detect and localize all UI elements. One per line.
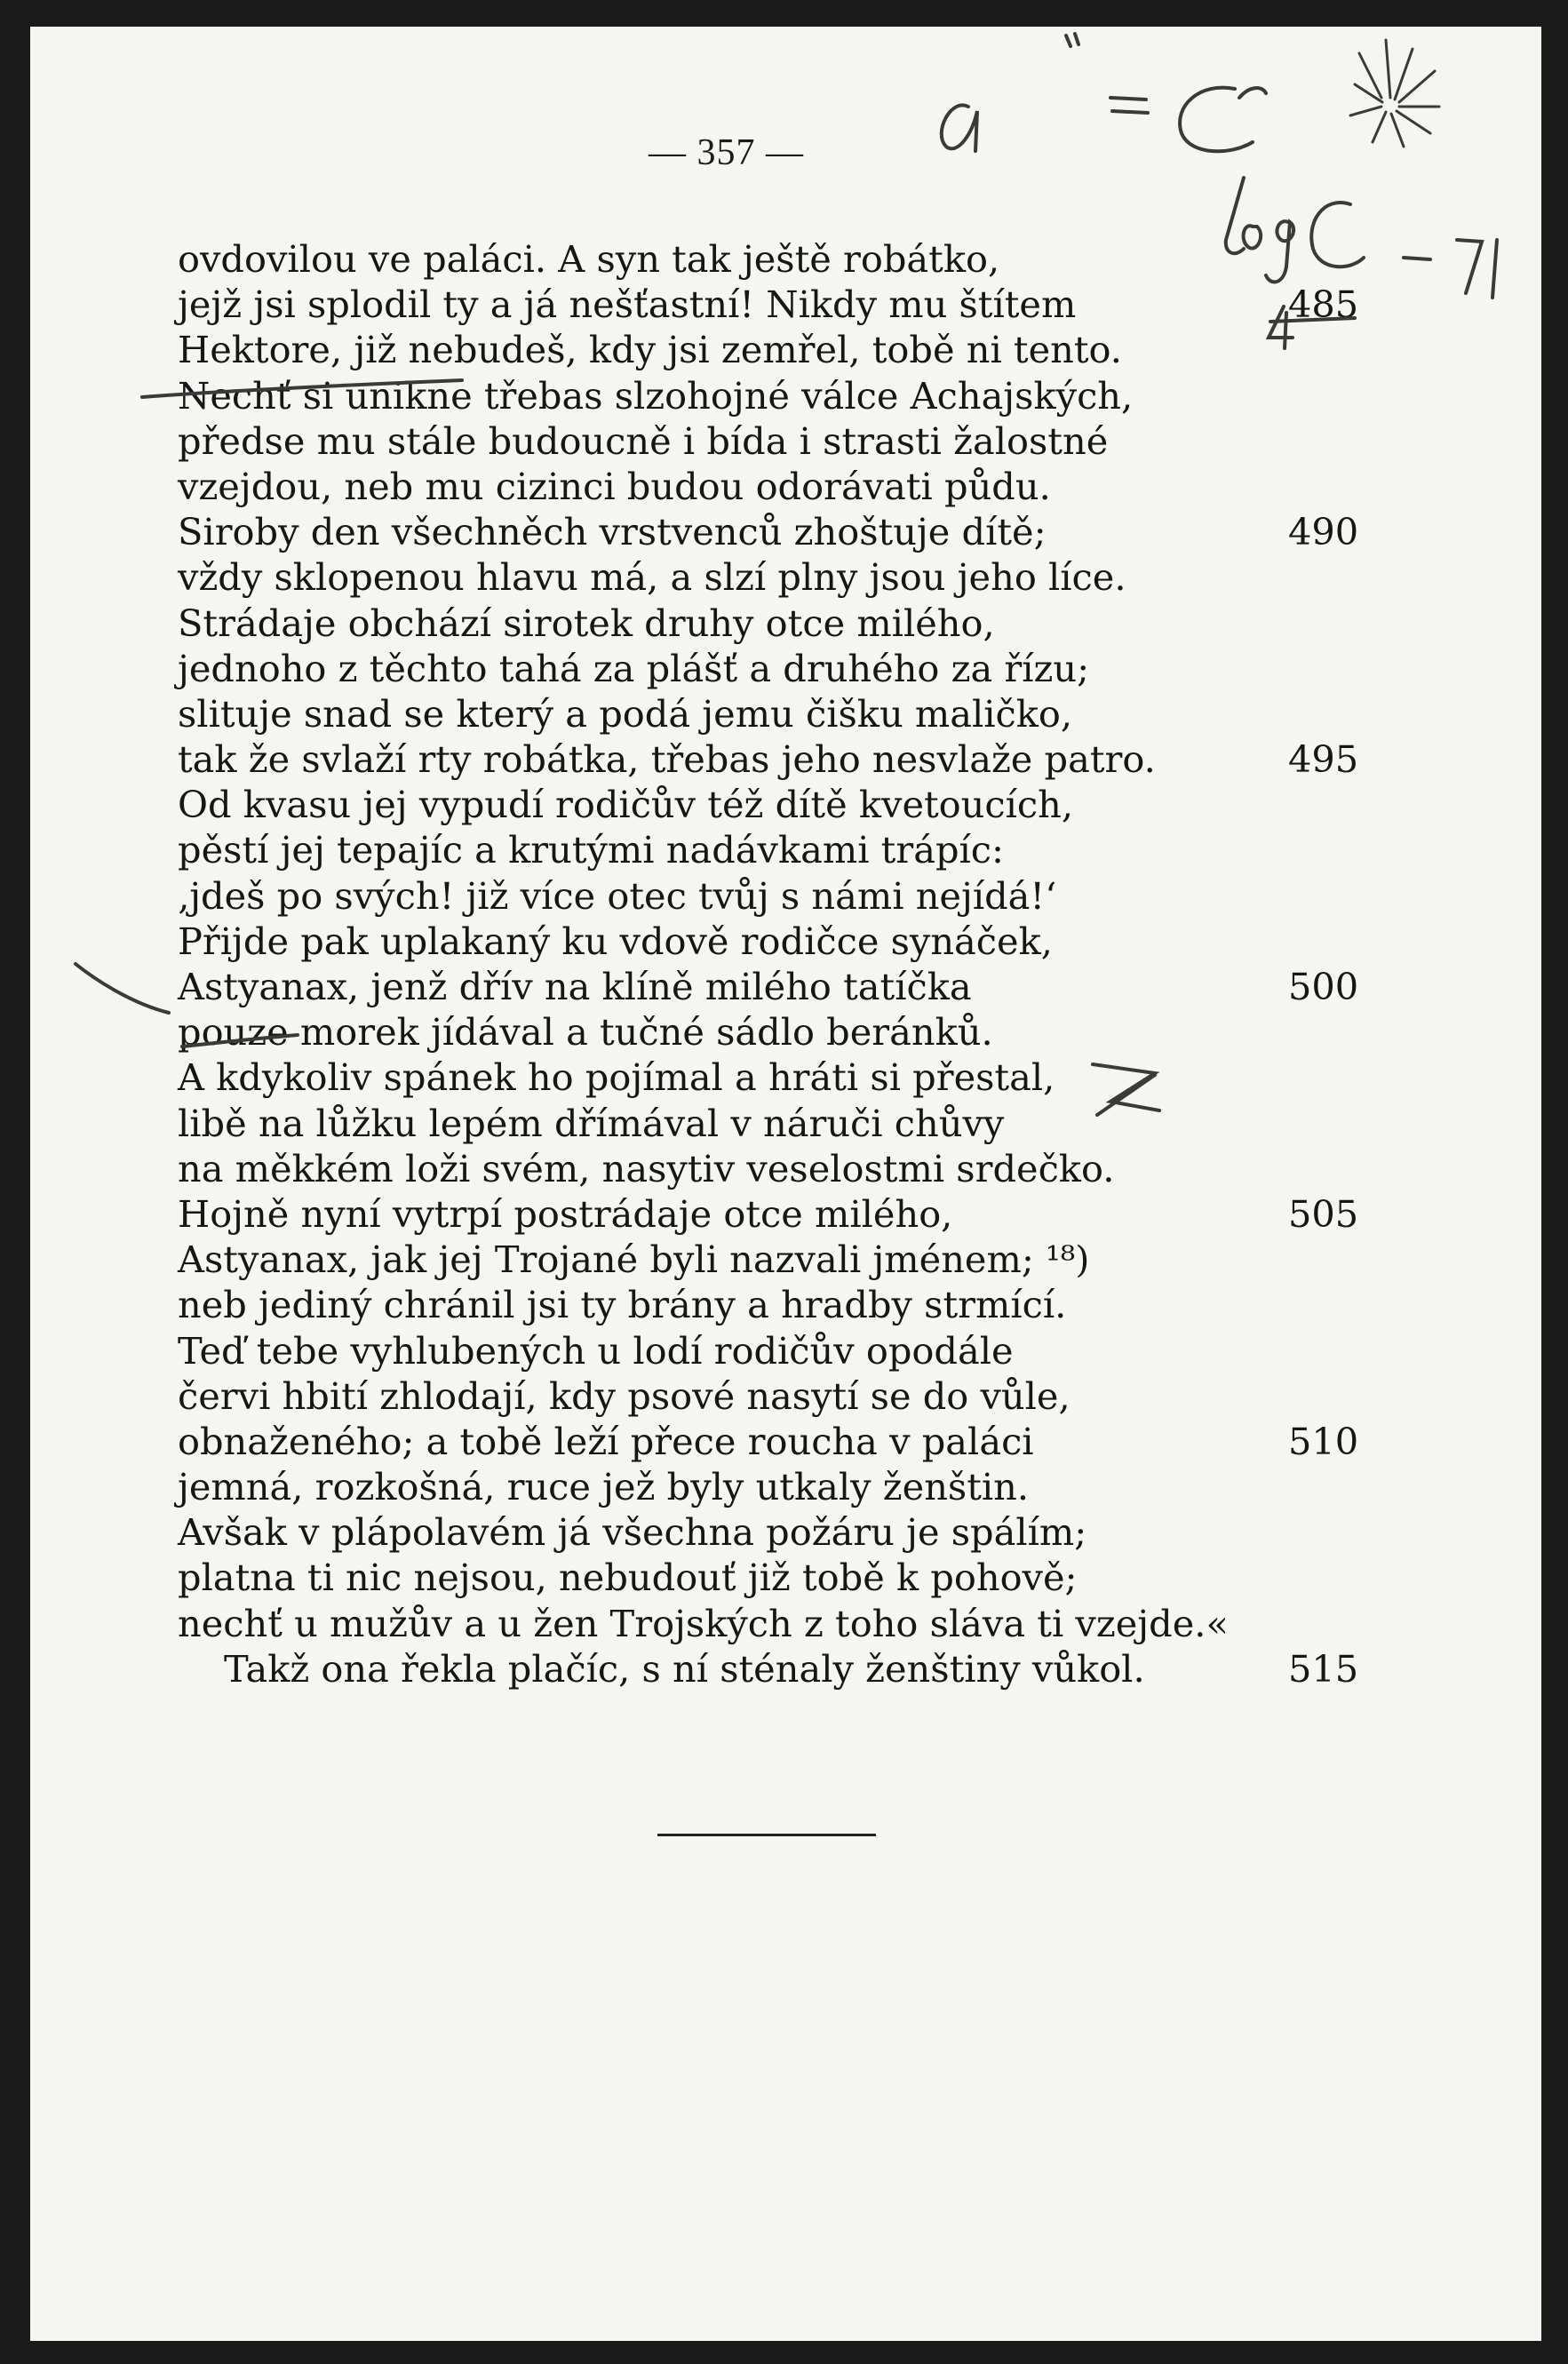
verse-line-number: 510 <box>1288 1419 1359 1463</box>
verse-line-text: na měkkém loži svém, nasytiv veselostmi srdečko. <box>178 1146 1115 1190</box>
verse-line <box>178 1191 1413 1237</box>
verse-line-text: Avšak v plápolavém já všechna požáru je spálím; <box>178 1510 1087 1555</box>
verse-line <box>178 373 1413 418</box>
verse-line-text: platna ti nic nejsou, nebudouť již tobě k pohově; <box>178 1556 1078 1600</box>
verse-line-number: 495 <box>1288 737 1359 782</box>
verse-line-text: vždy sklopenou hlavu má, a slzí plny jsou jeho líce. <box>178 555 1126 600</box>
verse-line <box>178 827 1413 872</box>
verse-line-text: Hektore, již nebudeš, kdy jsi zemřel, tobě ni tento. <box>178 328 1122 372</box>
verse-line-number: 515 <box>1288 1646 1359 1691</box>
verse-line <box>178 1646 1413 1691</box>
verse-line-text: A kdykoliv spánek ho pojímal a hráti si přestal, <box>178 1055 1055 1100</box>
verse-line-text: Teď tebe vyhlubených u lodí rodičův opodále <box>178 1328 1014 1373</box>
verse-line <box>178 509 1413 554</box>
verse-line-text: Nechť si unikne třebas slzohojné válce Achajských, <box>178 373 1134 418</box>
verse-line-text: předse mu stále budoucně i bída i strasti žalostné <box>178 418 1109 463</box>
verse-line-text: ‚jdeš po svých! již více otec tvůj s námi nejídá!‘ <box>178 873 1057 918</box>
verse-line <box>178 691 1413 736</box>
verse-line-text: jednoho z těchto tahá za plášť a druhého za řízu; <box>178 646 1090 690</box>
verse-line <box>178 464 1413 509</box>
verse-line-text: pěstí jej tepajíc a krutými nadávkami trápíc: <box>178 828 1005 872</box>
page-number: — 357 — <box>649 132 804 173</box>
verse-line <box>178 1328 1413 1373</box>
verse-line <box>178 1555 1413 1600</box>
verse-line-number: 490 <box>1288 510 1359 554</box>
verse-line <box>178 1146 1413 1191</box>
verse-line <box>178 327 1413 372</box>
verse-line <box>178 1509 1413 1555</box>
verse-line-text: Strádaje obchází sirotek druhy otce milého, <box>178 601 995 645</box>
verse-line <box>178 1055 1413 1100</box>
verse-line-text: Takž ona řekla plačíc, s ní sténaly ženštiny vůkol. <box>224 1646 1145 1691</box>
verse-line <box>178 1601 1413 1646</box>
verse-line-text: nechť u mužův a u žen Trojských z toho sláva ti vzejde.« <box>178 1601 1229 1645</box>
verse-line <box>178 554 1413 600</box>
verse-line <box>178 236 1413 282</box>
verse-line-text: pouze morek jídával a tučné sádlo beránků. <box>178 1010 993 1055</box>
verse-line <box>178 964 1413 1009</box>
verse-line-text: neb jediný chránil jsi ty brány a hradby strmící. <box>178 1283 1067 1327</box>
verse-line <box>178 1419 1413 1464</box>
end-rule <box>657 1834 876 1836</box>
verse-line <box>178 418 1413 464</box>
verse-line <box>178 1237 1413 1282</box>
scan-border-bottom <box>0 2341 1568 2364</box>
verse-line <box>178 919 1413 964</box>
verse-line <box>178 782 1413 827</box>
scan-border-right <box>1541 0 1568 2364</box>
verse-line-number: 505 <box>1288 1191 1359 1236</box>
verse-line-text: Astyanax, jak jej Trojané byli nazvali jménem; ¹⁸) <box>178 1238 1090 1282</box>
verse-block <box>178 236 1413 1691</box>
verse-line-text: Přijde pak uplakaný ku vdově rodičce synáček, <box>178 919 1053 963</box>
verse-line <box>178 646 1413 691</box>
verse-line-text: Astyanax, jenž dřív na klíně milého tatíčka <box>178 965 972 1008</box>
verse-line <box>178 601 1413 646</box>
verse-line-number: 500 <box>1288 965 1359 1008</box>
verse-line <box>178 1282 1413 1327</box>
verse-line-text: jejž jsi splodil ty a já nešťastní! Nikdy mu štítem <box>178 283 1077 327</box>
verse-line-number: 485 <box>1288 283 1359 327</box>
verse-line-text: ovdovilou ve paláci. A syn tak ještě robátko, <box>178 237 1000 281</box>
verse-line-text: červi hbití zhlodají, kdy psové nasytí se do vůle, <box>178 1373 1071 1418</box>
scan-border-left <box>0 0 30 2364</box>
verse-line-text: tak že svlaží rty robátka, třebas jeho nesvlaže patro. <box>178 737 1156 782</box>
verse-line-text: Od kvasu jej vypudí rodičův též dítě kvetoucích, <box>178 783 1074 827</box>
verse-line <box>178 1009 1413 1055</box>
verse-line <box>178 873 1413 919</box>
verse-line <box>178 282 1413 327</box>
verse-line <box>178 1101 1413 1146</box>
verse-line-text: libě na lůžku lepém dřímával v náruči chůvy <box>178 1101 1005 1145</box>
verse-line-text: obnaženého; a tobě leží přece roucha v paláci <box>178 1419 1034 1463</box>
verse-line-text: jemná, rozkošná, ruce jež byly utkaly ženštin. <box>178 1465 1030 1509</box>
scan-border-top <box>0 0 1568 27</box>
verse-line-text: Hojně nyní vytrpí postrádaje otce milého, <box>178 1191 953 1236</box>
verse-line-text: vzejdou, neb mu cizinci budou odorávati půdu. <box>178 464 1051 508</box>
verse-line-text: Siroby den všechněch vrstvenců zhoštuje dítě; <box>178 510 1047 554</box>
verse-line-text: slituje snad se který a podá jemu čišku maličko, <box>178 691 1073 736</box>
verse-line <box>178 1373 1413 1419</box>
verse-line <box>178 736 1413 782</box>
verse-line <box>178 1464 1413 1509</box>
